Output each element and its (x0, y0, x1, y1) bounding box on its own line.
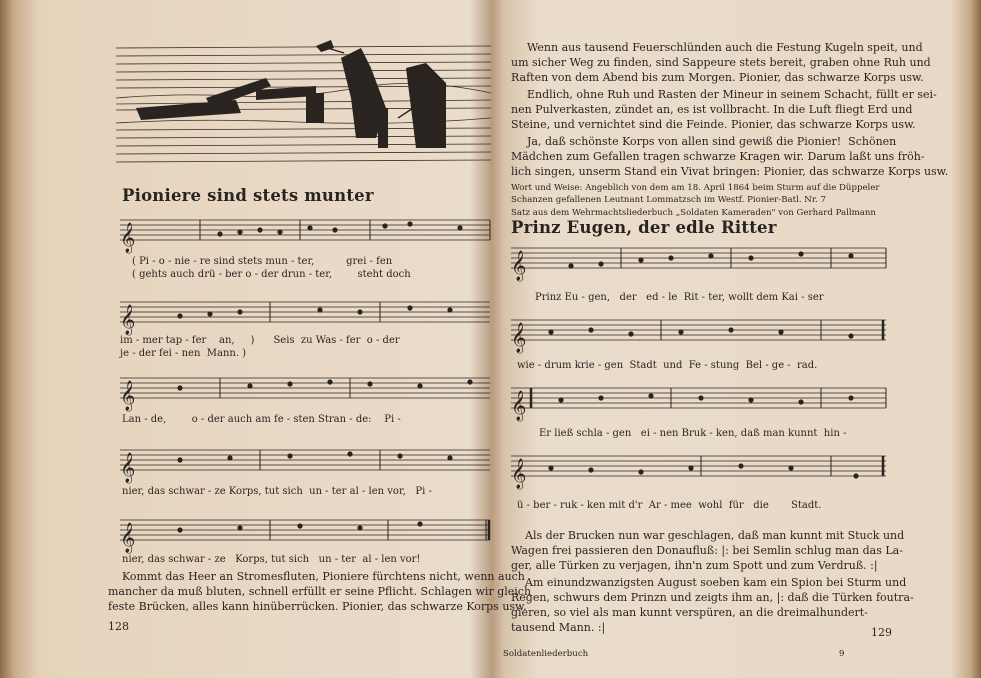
verse-text: Endlich, ohne Ruh und Rasten der Mineur in seinem Schacht, füllt er sei- (527, 88, 937, 101)
svg-text:𝄞: 𝄞 (120, 523, 136, 553)
lyric-line: ( Pi - o - nie - re sind stets mun - ter, grei - fen (132, 256, 393, 267)
verse-text: Mädchen zum Gefallen tragen schwarze Kragen wir. Darum laßt uns fröh- (511, 150, 925, 163)
credit-line: Schanzen gefallenen Leutnant Lommatzsch im Westf. Pionier-Batl. Nr. 7 (511, 195, 826, 205)
lyric-line: ü - ber - ruk - ken mit d'r Ar - mee wohl für die Stadt. (517, 500, 822, 511)
lyric-line: Er ließ schla - gen ei - nen Bruk - ken, daß man kunnt hin - (539, 428, 847, 439)
svg-text:𝄞: 𝄞 (120, 223, 136, 253)
verse-text: ger, alle Türken zu verjagen, ihn'n zum Spott und zum Verdruß. :| (511, 559, 878, 572)
right-page (503, 0, 953, 678)
svg-text:𝄞: 𝄞 (120, 453, 136, 483)
svg-text:𝄞: 𝄞 (511, 251, 527, 281)
lyric-line: ( gehts auch drü - ber o - der drun - ter, steht doch (132, 269, 411, 280)
verse-text: Als der Brucken nun war geschlagen, daß man kunnt mit Stuck und (525, 529, 905, 542)
verse-text: Kommt das Heer an Stromesfluten, Pioniere fürchtens nicht, wenn auch (122, 570, 525, 583)
verse-text: Wagen frei passieren den Donaufluß: |: bei Semlin schlug man das La- (511, 544, 903, 557)
svg-text:𝄞: 𝄞 (511, 459, 527, 489)
page-number: 129 (871, 626, 892, 639)
lyric-line: Lan - de, o - der auch am fe - sten Stran - de: Pi - (122, 414, 401, 425)
credit-line: Satz aus dem Wehrmachtsliederbuch „Soldaten Kameraden" von Gerhard Pallmann (511, 208, 876, 218)
verse-text: Ja, daß schönste Korps von allen sind gewiß die Pionier! Schönen (527, 135, 897, 148)
left-page (40, 0, 532, 678)
verse-text: nen Pulverkasten, zündet an, es ist vollbracht. In die Luft fliegt Erd und (511, 103, 913, 116)
credit-line: Wort und Weise: Angeblich von dem am 18. April 1864 beim Sturm auf die Düppeler (511, 183, 880, 193)
verse-text: lich singen, unserm Stand ein Vivat bringen: Pionier, das schwarze Korps usw. (511, 165, 949, 178)
song-title: Prinz Eugen, der edle Ritter (511, 218, 777, 237)
verse-text: Wenn aus tausend Feuerschlünden auch die Festung Kugeln speit, und (527, 41, 923, 54)
lyric-line: nier, das schwar - ze Korps, tut sich un - ter al - len vor! (122, 554, 421, 565)
page-number: 128 (108, 620, 129, 633)
lyric-line: je - der fei - nen Mann. ) (120, 348, 247, 359)
footer-signature: 9 (839, 649, 845, 659)
svg-text:𝄞: 𝄞 (120, 305, 136, 335)
svg-text:𝄞: 𝄞 (511, 391, 527, 421)
footer-book-title: Soldatenliederbuch (503, 649, 589, 659)
verse-text: gieren, so viel als man kunnt verspüren, an die dreimalhundert- (511, 606, 868, 619)
svg-text:𝄞: 𝄞 (120, 381, 136, 411)
woodcut-illustration (116, 38, 491, 166)
lyric-line: nier, das schwar - ze Korps, tut sich un - ter al - len vor, Pi - (122, 486, 432, 497)
verse-text: um sicher Weg zu finden, sind Sappeure stets bereit, graben ohne Ruh und (511, 56, 931, 69)
verse-text: mancher da muß bluten, schnell erfüllt er seine Pflicht. Schlagen wir gleich (108, 585, 532, 598)
verse-text: Am einundzwanzigsten August soeben kam ein Spion bei Sturm und (525, 576, 907, 589)
lyric-line: im - mer tap - fer an, ) Seis zu Was - fer o - der (120, 335, 400, 346)
verse-text: feste Brücken, alles kann hinüberrücken. Pionier, das schwarze Korps usw. (108, 600, 527, 613)
lyric-line: Prinz Eu - gen, der ed - le Rit - ter, wollt dem Kai - ser (535, 292, 824, 303)
verse-text: Steine, und vernichtet sind die Feinde. Pionier, das schwarze Korps usw. (511, 118, 916, 131)
svg-text:𝄞: 𝄞 (511, 323, 527, 353)
lyric-line: wie - drum krie - gen Stadt und Fe - stung Bel - ge - rad. (517, 360, 818, 371)
song-title: Pioniere sind stets munter (122, 186, 374, 205)
sheet-music (511, 240, 891, 520)
verse-text: Regen, schwurs dem Prinzn und zeigts ihm an, |: daß die Türken foutra- (511, 591, 914, 604)
verse-text: Raften von dem Abend bis zum Morgen. Pionier, das schwarze Korps usw. (511, 71, 924, 84)
verse-text: tausend Mann. :| (511, 621, 606, 634)
